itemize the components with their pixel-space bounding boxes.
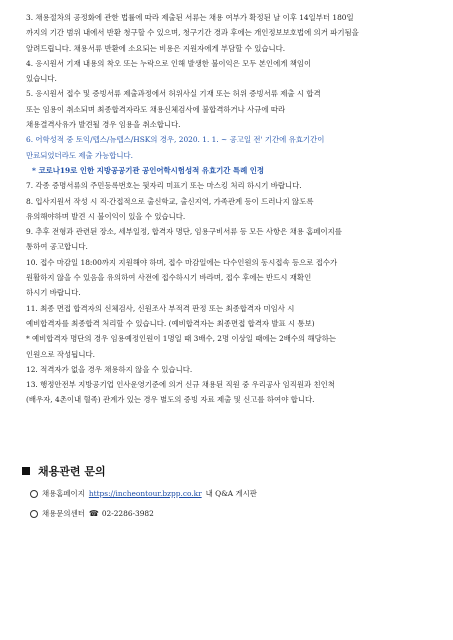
note-line: 만료되었더라도 제출 가능합니다. xyxy=(26,150,134,160)
note-line: 유의해야하며 발견 시 불이익이 있을 수 있습니다. xyxy=(26,211,186,221)
note-line: 3. 채용절차의 공정화에 관한 법률에 따라 제출된 서류는 채용 여부가 확정된 날 이후 14일부터 180일 xyxy=(26,13,354,22)
contact-section-heading xyxy=(22,463,106,479)
homepage-link[interactable]: https://incheontour.bzpp.co.kr xyxy=(88,489,202,498)
note-line: 7. 각종 증명서류의 주민등록번호는 뒷자리 미표기 또는 마스킹 처리 하시기 바랍니다. xyxy=(26,181,302,191)
circle-bullet-icon xyxy=(30,510,38,518)
phone-icon: ☎ xyxy=(88,509,99,518)
note-line: 원활하지 않을 수 있음을 유의하여 사전에 접수하시기 바라며, 접수 후에는 반드시 재확인 xyxy=(26,273,312,283)
note-item xyxy=(26,362,430,377)
note-line: * 코로나19로 인한 지방공공기관 공인어학시험성적 유효기간 특례 인정 xyxy=(32,165,265,175)
note-item xyxy=(26,132,430,163)
note-line: 4. 응시원서 기재 내용의 착오 또는 누락으로 인해 발생한 불이익은 모두 본인에게 책임이 xyxy=(26,58,312,68)
note-line: 6. 어학성적 중 토익/텝스/뉴텝스/HSK의 경우, 2020. 1. 1. ~ 공고일 전' 기간에 유효기간이 xyxy=(26,135,325,145)
note-line: 하시기 바랍니다. xyxy=(26,288,81,298)
note-item xyxy=(26,331,430,362)
note-line: 13. 행정안전부 지방공기업 인사운영기준에 의거 신규 채용된 직원 중 우리공사 임직원과 친인척 xyxy=(26,380,335,390)
homepage-suffix: 내 Q&A 게시판 xyxy=(205,489,257,498)
note-line: 또는 임용이 취소되며 최종합격자라도 채용신체검사에 불합격하거나 사규에 따라 xyxy=(26,104,286,114)
note-item xyxy=(26,255,430,301)
note-line: 통하여 공고합니다. xyxy=(26,242,88,252)
homepage-label: 채용홈페이지 xyxy=(42,489,85,498)
note-item xyxy=(26,86,430,132)
note-line: (배우자, 4촌이내 혈족) 관계가 있는 경우 별도의 증빙 자료 제출 및 신고를 하여야 합니다. xyxy=(26,395,315,405)
note-line: 인원으로 작성됩니다. xyxy=(26,349,95,359)
note-line: 12. 적격자가 없을 경우 채용하지 않을 수 있습니다. xyxy=(26,364,193,374)
bullet-square-icon xyxy=(22,467,30,475)
note-item xyxy=(26,56,430,87)
note-item xyxy=(26,178,430,193)
circle-bullet-icon xyxy=(30,490,38,498)
note-item xyxy=(26,163,430,178)
note-line: 예비합격자를 최종합격 처리할 수 있습니다. (예비합격자는 최종면접 합격자 발표 시 통보) xyxy=(26,318,315,328)
note-item xyxy=(26,224,430,255)
note-item xyxy=(26,301,430,332)
notes-list xyxy=(26,10,430,408)
note-line: 5. 응시원서 접수 및 증빙서류 제출과정에서 허위사실 기재 또는 허위 증빙서류 제출 시 합격 xyxy=(26,89,321,99)
note-line: 알려드립니다. 채용서류 반환에 소요되는 비용은 지원자에게 부담할 수 있습니다. xyxy=(26,43,286,53)
contact-section-title: 채용관련 문의 xyxy=(38,465,106,478)
phone-contact-row xyxy=(30,508,154,519)
note-line: 10. 접수 마감일 18:00까지 지원해야 하며, 접수 마감일에는 다수인원의 동시접속 등으로 접수가 xyxy=(26,257,338,267)
note-line: * 예비합격자 명단의 경우 임용예정인원이 1명일 때 3배수, 2명 이상일 때에는 2배수의 해당하는 xyxy=(26,334,337,344)
phone-label: 채용문의센터 xyxy=(42,509,85,518)
note-line: 8. 입사지원서 작성 시 직·간접적으로 출신학교, 출신지역, 가족관계 등이 드러나지 않도록 xyxy=(26,196,314,206)
homepage-contact-row xyxy=(30,488,257,499)
note-item xyxy=(26,194,430,225)
note-item xyxy=(26,377,430,408)
note-line: 채용결격사유가 발견될 경우 임용을 취소합니다. xyxy=(26,120,181,130)
note-line: 있습니다. xyxy=(26,74,57,84)
note-line: 9. 추후 전형과 관련된 장소, 세부일정, 합격자 명단, 임용구비서류 등 모든 사항은 채용 홈페이지를 xyxy=(26,227,342,237)
note-item xyxy=(26,10,430,56)
note-line: 11. 최종 면접 합격자의 신체검사, 신원조사 부적격 판정 또는 최종합격자 미임사 시 xyxy=(26,303,295,313)
phone-number: 02-2286-3982 xyxy=(101,509,154,518)
note-line: 까지의 기간 범위 내에서 반환 청구할 수 있으며, 청구기간 경과 후에는 개인정보보호법에 의거 파기됨을 xyxy=(26,28,359,38)
